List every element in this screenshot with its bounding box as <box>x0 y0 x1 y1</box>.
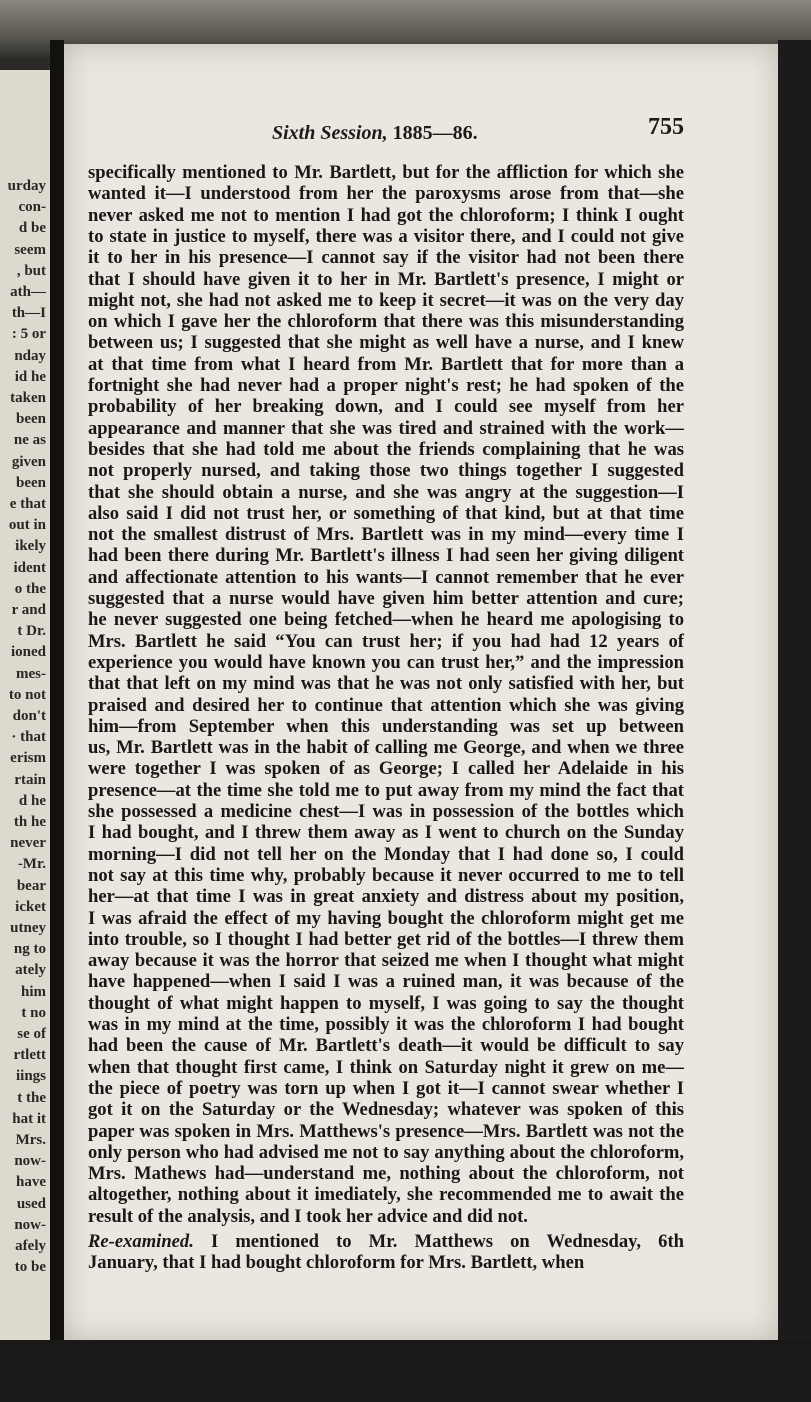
facing-page-fragment: ately <box>15 962 46 979</box>
body-line: appearance and manner that she was tired and strained with the work— <box>88 417 684 439</box>
facing-page-fragment: taken <box>10 390 46 406</box>
reexamined-text: I mentioned to Mr. Matthews on Wednesday, 6th <box>193 1231 684 1252</box>
facing-page-fragment: th—I <box>11 305 46 322</box>
body-line: altogether, nothing about it imediately, she recommended me to await the <box>88 1184 684 1206</box>
body-line: January, that I had bought chloroform for Mrs. Bartlett, when <box>88 1252 585 1274</box>
facing-page-fragment: now- <box>14 1153 46 1170</box>
facing-page-fragment: ng to <box>13 941 46 958</box>
body-line: probability of her breaking down, and I could see myself from her <box>88 396 684 418</box>
body-line: on which I gave her the chloroform that there was this misunderstanding <box>88 311 684 333</box>
facing-page-fragment: nday <box>14 347 46 364</box>
body-line: had been there during Mr. Bartlett's illness I had seen her giving diligent <box>88 545 684 567</box>
facing-page-fragment: d be <box>18 220 46 237</box>
body-line: away because it was the horror that seized me when I thought what might <box>88 950 684 972</box>
facing-page-fragment: , but <box>16 262 46 279</box>
facing-page-fragment: mes- <box>16 665 46 682</box>
body-line: he never suggested one being fetched—when he heard me apologising to <box>88 609 684 631</box>
running-head <box>272 122 478 145</box>
facing-page-fragment: to be <box>14 1259 46 1276</box>
body-line: experience you would have known you can trust her,” and the impression <box>88 651 684 673</box>
body-line: result of the analysis, and I took her advice and did not. <box>88 1205 528 1227</box>
body-line: that she should obtain a nurse, and she was angry at the suggestion—I <box>88 481 684 503</box>
facing-page-fragment: r and <box>11 602 46 618</box>
body-line: it to her in his presence—I cannot say if the visitor had not been there <box>88 247 684 269</box>
facing-page-fragment: been <box>16 411 46 428</box>
facing-page-fragment: never <box>10 835 46 852</box>
facing-page-fragment: t the <box>17 1089 46 1106</box>
facing-page-fragment: rtain <box>14 771 46 788</box>
body-line: might not, she had not asked me to keep it secret—it was on the very day <box>88 289 684 311</box>
body-line: specifically mentioned to Mr. Bartlett, but for the affliction for which she <box>88 162 684 183</box>
facing-page-fragment: used <box>16 1195 46 1212</box>
facing-page-fragment: out in <box>8 517 46 534</box>
body-line: paper was spoken in Mrs. Matthews's presence—Mrs. Bartlett was not the <box>88 1120 684 1142</box>
body-line: not the smallest distrust of Mrs. Bartlett was in my mind—every time I <box>88 524 684 546</box>
body-line: thought of what might happen to myself, I was going to say the thought <box>88 992 684 1014</box>
facing-page-fragment: id he <box>14 368 46 385</box>
facing-page-fragment: ath— <box>10 284 46 300</box>
facing-page-fragment: ident <box>13 559 46 576</box>
facing-page-fragment: given <box>11 453 46 470</box>
page-number: 755 <box>648 114 684 140</box>
body-line: and affectionate attention to his wants—I cannot remember that he ever <box>88 566 684 588</box>
facing-page-fragment: have <box>16 1174 46 1191</box>
body-line: the piece of poetry was torn up when I got it—I cannot swear whether I <box>88 1077 684 1099</box>
facing-page-fragment: bear <box>16 877 46 894</box>
facing-page-fragment: e that <box>9 496 46 512</box>
facing-page-fragment: now- <box>14 1216 46 1233</box>
body-line: Mrs. Mathews had—understand me, nothing about the chloroform, not <box>88 1163 684 1185</box>
body-line: she possessed a medicine chest—I was in possession of the bottles which <box>88 801 684 822</box>
reexamined-label: Re-examined. <box>88 1231 194 1252</box>
facing-page-fragment: o the <box>14 580 46 597</box>
body-line: Mrs. Bartlett he said “You can trust her; if you had had 12 years of <box>88 630 684 652</box>
body-line: have happened—when I said I was a ruined man, it was because of the <box>88 971 684 993</box>
book-page <box>64 44 778 1340</box>
running-head-years: 1885—86. <box>387 122 478 144</box>
facing-page-fragment: hat it <box>12 1110 46 1127</box>
body-line: us, Mr. Bartlett was in the habit of calling me George, and when we three <box>88 737 684 759</box>
body-line: morning—I did not tell her on the Monday that I had done so, I could <box>88 843 684 865</box>
facing-page-fragment: t no <box>21 1004 46 1021</box>
body-line: not properly nursed, and taking those two things together I suggested <box>88 460 684 482</box>
body-line: at that time from what I heard from Mr. Bartlett that for more than a <box>88 353 684 375</box>
body-line: between us; I suggested that she might as well have a nurse, and I knew <box>88 332 684 354</box>
body-line: had been the cause of Mr. Bartlett's death—it would be difficult to say <box>88 1035 684 1057</box>
facing-page-fragment: seem <box>14 241 46 258</box>
body-line: wanted it—I understood from her the paroxysms arose from that—she <box>88 183 684 205</box>
body-line: fortnight she had never had a proper night's rest; he had spoken of the <box>88 375 684 396</box>
body-line: him—from September when this understanding was set up between <box>88 715 684 737</box>
running-head-session: Sixth Session, <box>272 122 388 144</box>
facing-page-fragment: ne as <box>13 432 46 449</box>
facing-page-fragment: afely <box>15 1238 46 1254</box>
facing-page-fragment: iings <box>15 1068 46 1085</box>
body-line: suggested that a nurse would have given him better attention and cure; <box>88 588 684 609</box>
book-gutter <box>50 40 64 1370</box>
body-line: I was afraid the effect of my having bought the chloroform might get me <box>88 907 684 929</box>
page-header <box>64 114 778 144</box>
body-line: were together I was spoken of as George; I called her Adelaide in his <box>88 758 684 780</box>
body-line: I had bought, and I threw them away as I went to church on the Sunday <box>88 822 684 844</box>
body-line: praised and desired her to continue that attention which she was giving <box>88 694 684 716</box>
body-line: to state in justice to myself, there was a visitor there, and I could not give <box>88 225 684 247</box>
facing-page-fragment: · that <box>11 729 46 746</box>
facing-page-fragment: ikely <box>15 538 46 555</box>
facing-page-fragment: Mrs. <box>15 1132 46 1148</box>
body-line: was in my mind at the time, possibly it was the chloroform I had bought <box>88 1014 684 1035</box>
body-line: that that left on my mind was that he was not only satisfied with her, but <box>88 673 684 695</box>
body-line: into trouble, so I thought I had better get rid of the bottles—I threw them <box>88 928 684 950</box>
facing-page-edge <box>0 70 50 1355</box>
facing-page-fragment: th he <box>13 814 46 830</box>
body-line: not say at this time why, probably because it never occurred to me to tell <box>88 864 684 886</box>
facing-page-fragment: d he <box>18 792 46 809</box>
facing-page-fragment: t Dr. <box>17 623 46 640</box>
body-line: her—at that time I was in great anxiety and distress about my position, <box>88 886 684 908</box>
scan-background-bottom <box>0 1340 811 1402</box>
facing-page-fragment: utney <box>10 920 46 936</box>
facing-page-fragment: rtlett <box>13 1047 46 1064</box>
facing-page-fragment: don't <box>12 708 46 724</box>
scan-background-right <box>778 40 811 1360</box>
body-line: got it on the Saturday or the Wednesday; whatever was spoken of this <box>88 1099 684 1121</box>
facing-page-fragment: him <box>20 983 46 1000</box>
facing-page-fragment: : 5 or <box>11 326 46 343</box>
facing-page-fragment: -Mr. <box>17 856 46 873</box>
body-line: when that thought first came, I think on Saturday night it grew on me— <box>88 1056 684 1078</box>
body-line: also said I did not trust her, or something of that kind, but at that time <box>88 502 684 524</box>
facing-page-fragment: been <box>16 474 46 491</box>
body-line: presence—at the time she told me to put away from my mind the fact that <box>88 779 684 801</box>
body-line: that I should have given it to her in Mr. Bartlett's presence, I might or <box>88 268 684 290</box>
body-line: besides that she had told me about the friends complaining that he was <box>88 438 684 460</box>
facing-page-fragment: ioned <box>10 644 46 661</box>
facing-page-fragment: icket <box>15 898 46 915</box>
facing-page-fragment: to not <box>8 686 46 703</box>
facing-page-fragment: con- <box>18 199 46 216</box>
body-line: never asked me not to mention I had got the chloroform; I think I ought <box>88 204 684 226</box>
facing-page-fragment: urday <box>7 178 46 194</box>
reexamined-line <box>88 1231 684 1253</box>
facing-page-fragment: se of <box>17 1026 46 1042</box>
facing-page-fragment: erism <box>10 750 46 767</box>
body-line: only person who had advised me not to say anything about the chloroform, <box>88 1141 684 1163</box>
